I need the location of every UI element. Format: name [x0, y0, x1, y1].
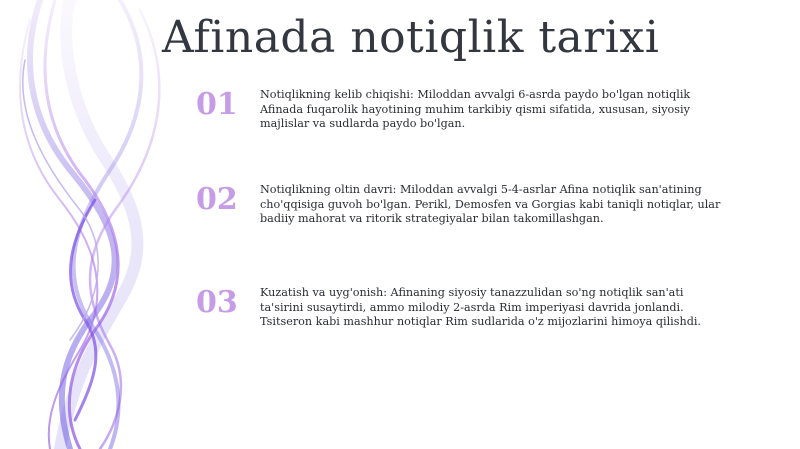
item-number: 01 [196, 87, 238, 122]
item-text: Kuzatish va uyg'onish: Afinaning siyosiy tanazzulidan so'ng notiqlik san'ati ta'sirini susaytirdi, ammo milodiy 2-asrda Rim imperiyasi davrida jonlandi. Tsitseron kabi mashhur notiqlar Rim sudlarida o'z mijozlarini himoya qilishdi. [260, 286, 701, 329]
item-number: 02 [196, 182, 238, 217]
purple-smoke-decoration [0, 0, 200, 449]
item-text: Notiqlikning kelib chiqishi: Miloddan avvalgi 6-asrda paydo bo'lgan notiqlik Afinada fuqarolik hayotining muhim tarkibiy qismi sifatida, xususan, siyosiy majlislar va sudlarda paydo bo'lgan. [260, 88, 691, 131]
slide-title: Afinada notiqlik tarixi [162, 12, 660, 63]
item-number: 03 [196, 285, 238, 320]
item-text: Notiqlikning oltin davri: Miloddan avvalgi 5-4-asrlar Afina notiqlik san'atining cho'qqisiga guvoh bo'lgan. Perikl, Demosfen va Gorgias kabi taniqli notiqlar, ular badiiy mahorat va ritorik strategiyalar bilan takomillashgan. [260, 183, 721, 226]
